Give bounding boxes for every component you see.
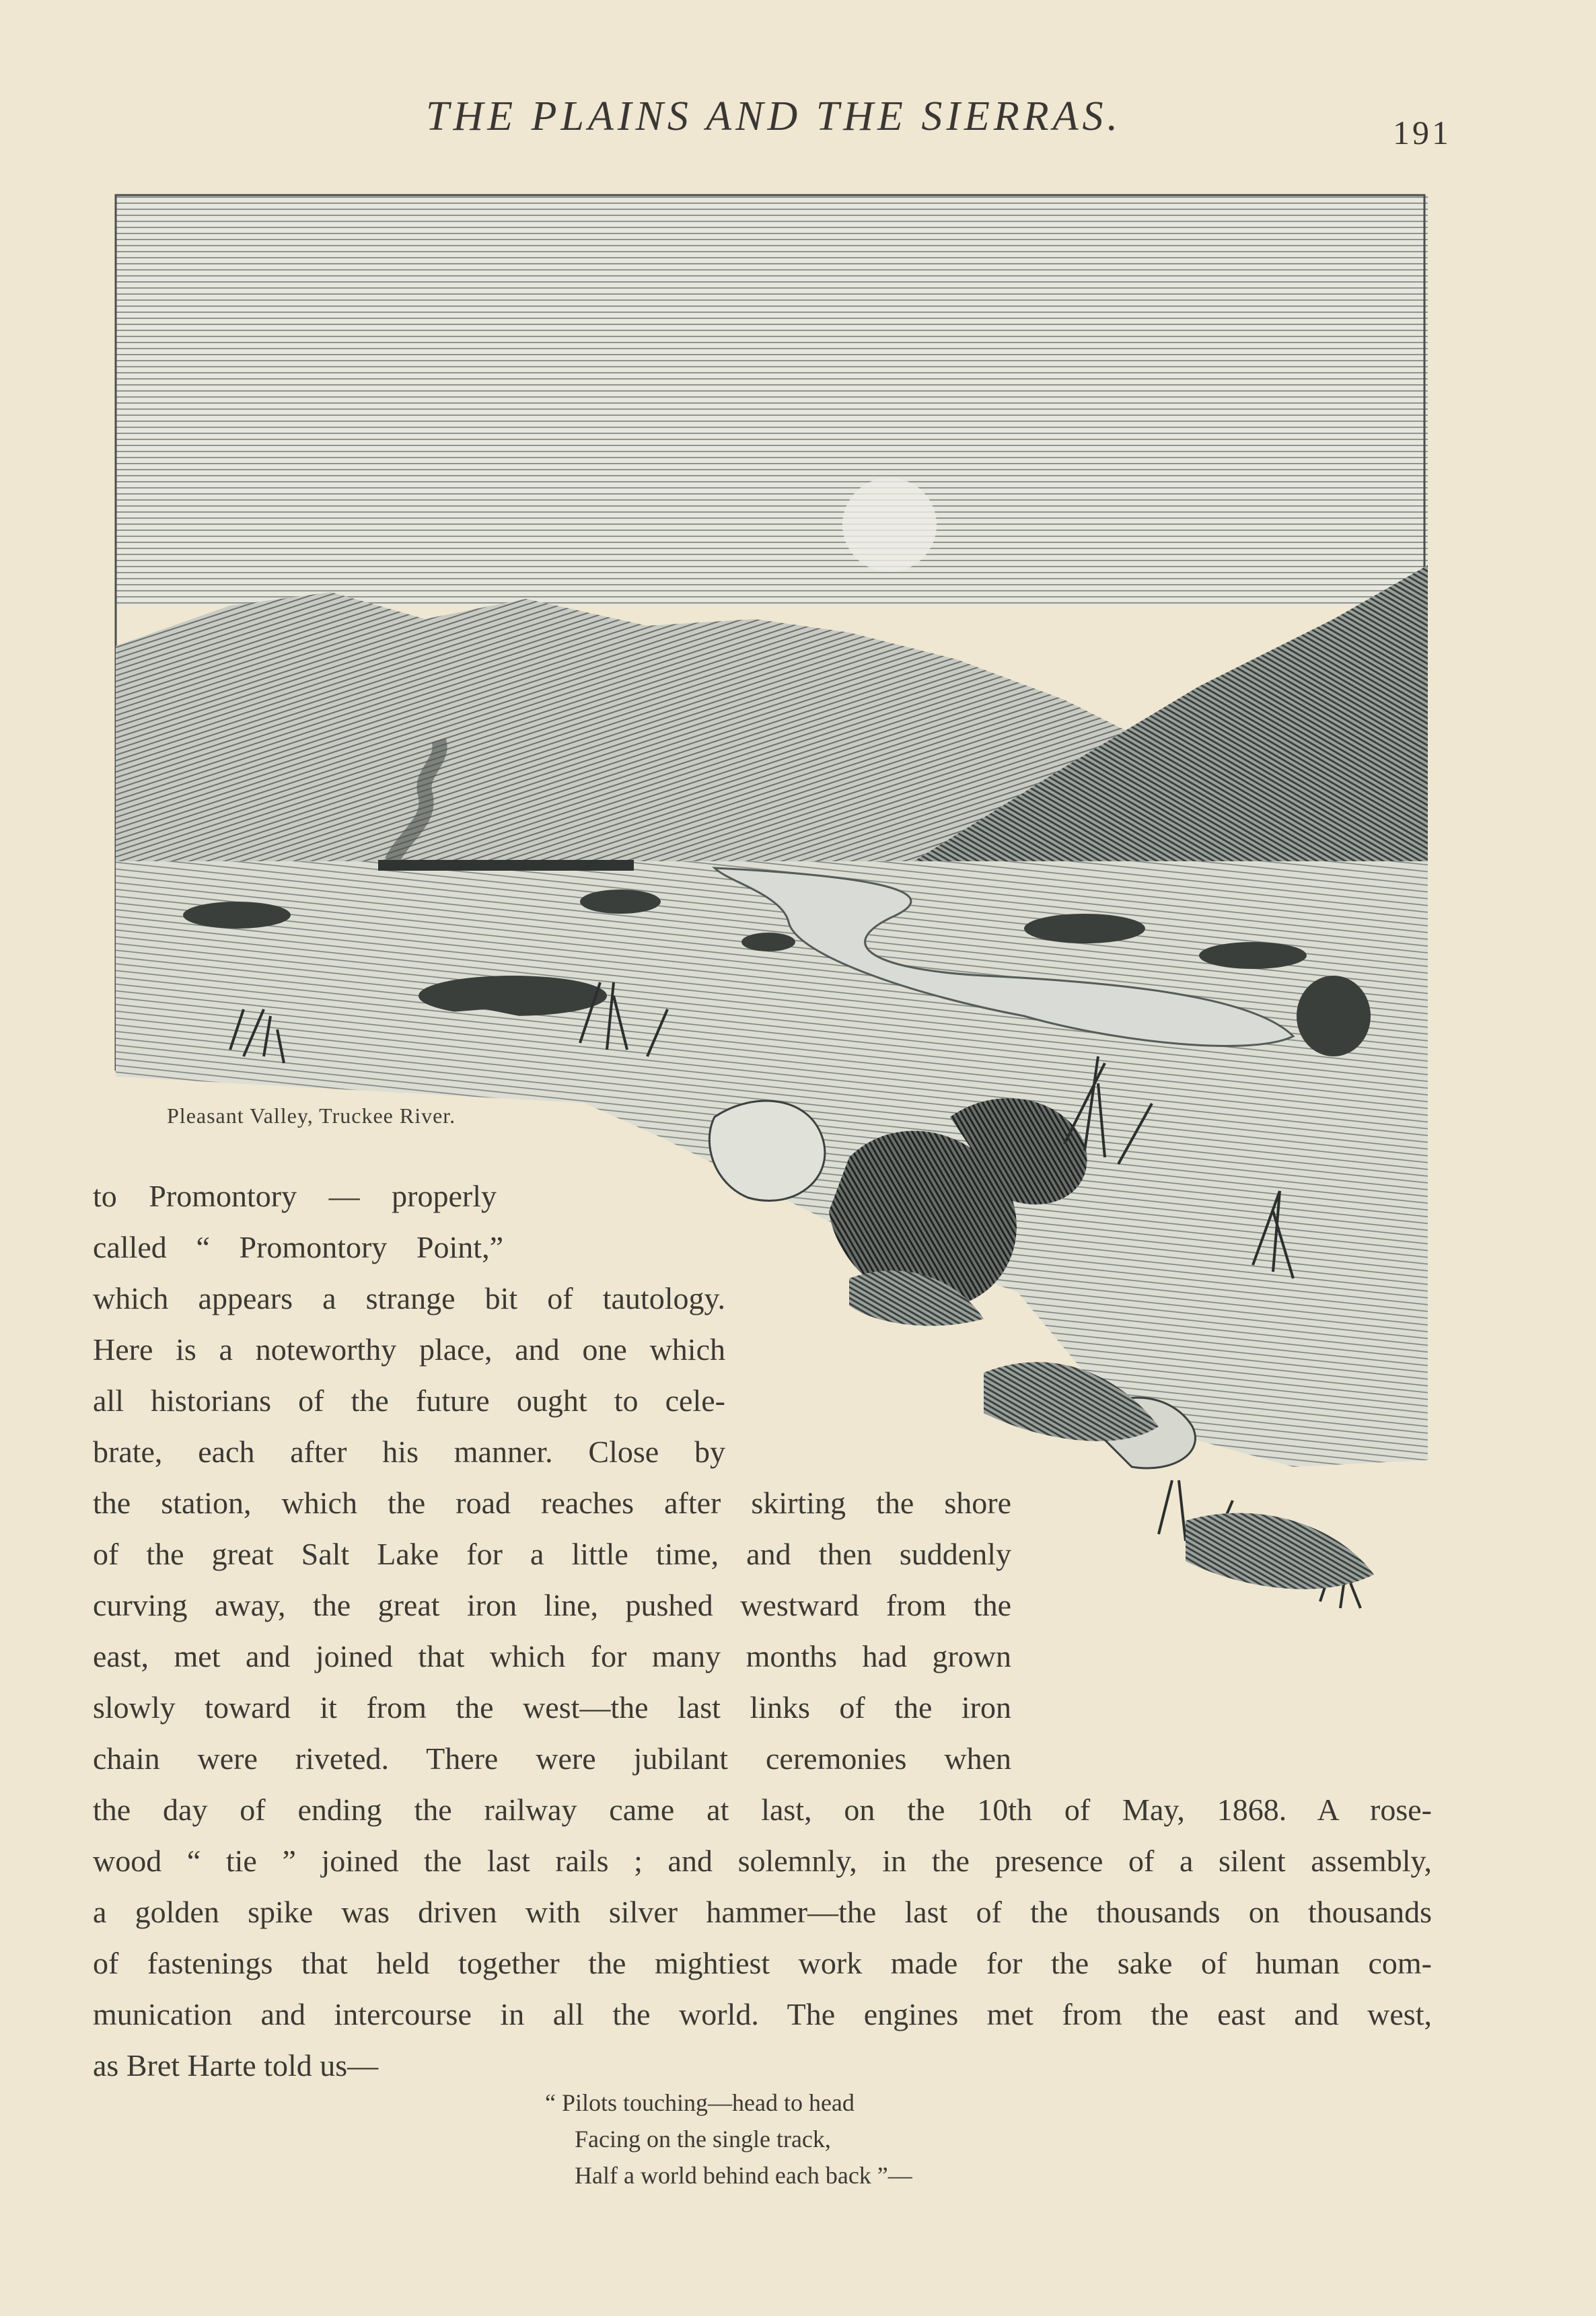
body-line: wood “ tie ” joined the last rails ; and solemnly, in the presence of a silent assembly, [93,1844,1432,1878]
body-line: slowly toward it from the west—the last links of the iron [93,1690,1011,1725]
body-line: curving away, the great iron line, pushed westward from the [93,1588,1011,1622]
train [378,860,634,871]
body-line: as Bret Harte told us— [93,2048,379,2083]
running-title: THE PLAINS AND THE SIERRAS. [426,94,1122,139]
quoted-verse [545,2085,912,2194]
body-line: to Promontory — properly [93,1179,497,1213]
body-line: all historians of the future ought to cele- [93,1383,725,1418]
body-line: brate, each after his manner. Close by [93,1435,725,1469]
body-line: called “ Promontory Point,” [93,1230,503,1264]
body-line: Here is a noteworthy place, and one which [93,1332,725,1367]
body-line: which appears a strange bit of tautology. [93,1281,725,1315]
verse-line: Half a world behind each back ”— [575,2162,912,2189]
page-number: 191 [1393,114,1451,151]
verse-line: “ Pilots touching—head to head [545,2089,855,2116]
body-line: of fastenings that held together the mightiest work made for the sake of human com- [93,1946,1432,1980]
body-line: the day of ending the railway came at last, on the 10th of May, 1868. A rose- [93,1793,1432,1827]
body-line: chain were riveted. There were jubilant ceremonies when [93,1741,1011,1776]
verse-line: Facing on the single track, [575,2126,831,2152]
body-line: of the great Salt Lake for a little time, and then suddenly [93,1537,1011,1571]
illustration-caption: Pleasant Valley, Truckee River. [167,1103,456,1128]
sun-glow [842,478,937,572]
sky [116,195,1428,606]
body-line: the station, which the road reaches after skirting the shore [93,1486,1011,1520]
body-line: east, met and joined that which for many months had grown [93,1639,1011,1673]
body-line: a golden spike was driven with silver hammer—the last of the thousands on thousands [93,1895,1432,1929]
body-line: munication and intercourse in all the world. The engines met from the east and west, [93,1997,1432,2031]
